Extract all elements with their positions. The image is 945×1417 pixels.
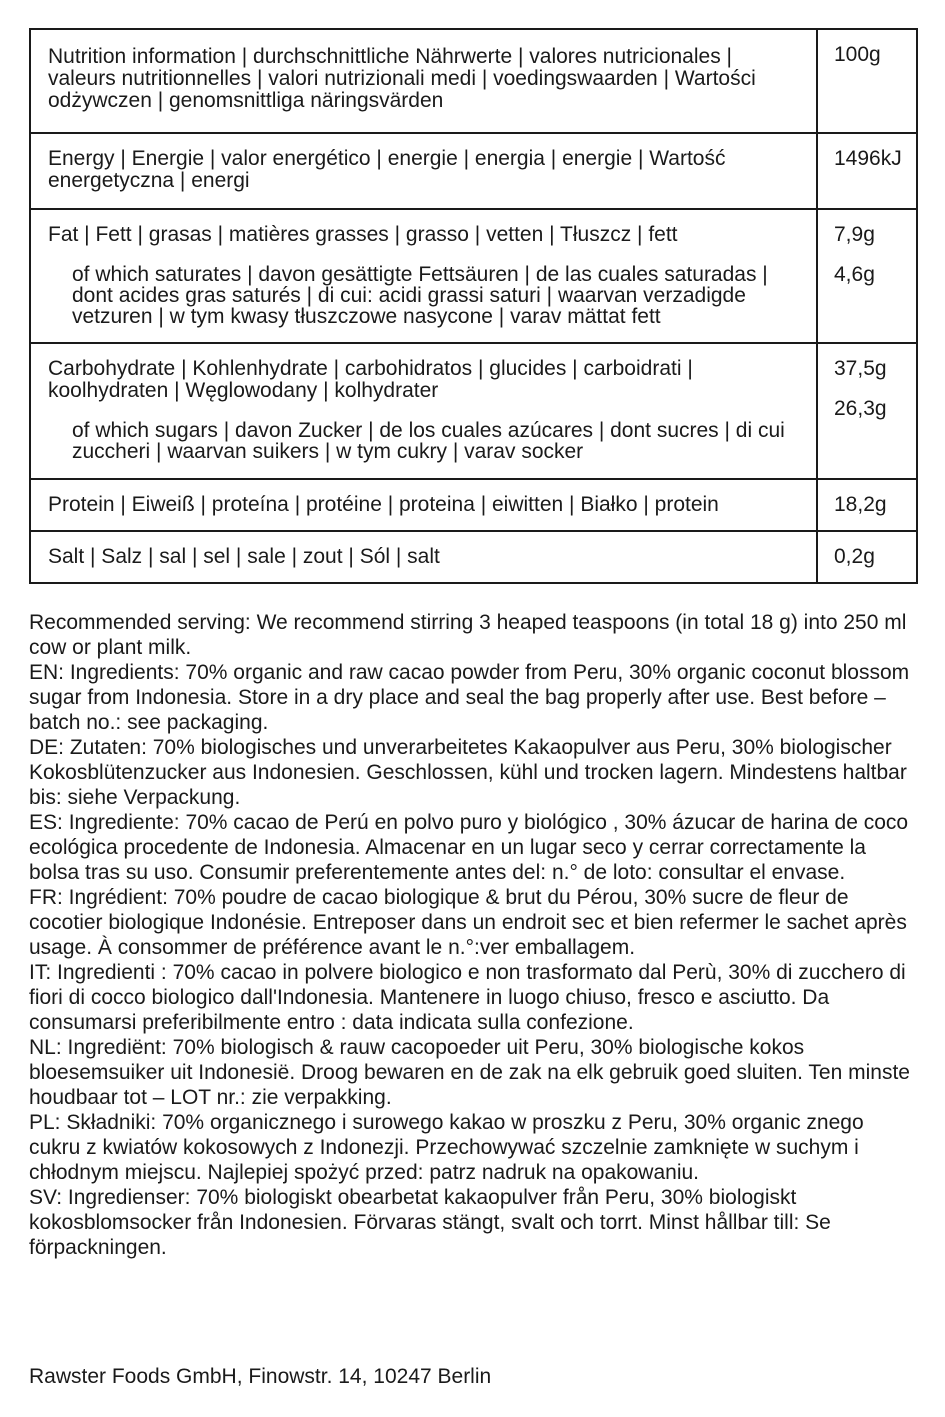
language-code: PL: [29,1111,61,1134]
ingredients-de [29,735,919,810]
language-code: ES: [29,811,63,834]
nutrition-table [29,28,918,584]
protein-label: Protein | Eiweiß | proteína | protéine | proteina | eiwitten | Białko | protein [30,479,817,531]
energy-value: 1496kJ [817,133,917,209]
ingredients-text: Ingredients: 70% organic and raw cacao powder from Peru, 30% organic coconut blossom sugar from Indonesia. Store in a dry place and seal the bag properly after use. Best before – batch no.: see packaging. [29,661,910,734]
energy-label: Energy | Energie | valor energético | energie | energia | energie | Wartość energetyczna | energi [30,133,817,209]
nutrition-header-row [30,29,917,133]
nutrition-header-label: Nutrition information | durchschnittliche Nährwerte | valores nutricionales | valeurs nutritionnelles | valori nutrizionali medi | voedingswaarden | Wartości odżywczen | genomsnittliga näringsvärden [30,29,817,133]
ingredients-text: Składniki: 70% organicznego i surowego kakao w proszku z Peru, 30% organic znego cukru z kwiatów kokosowych z Indonezji. Przechowywać szczelnie zamknięte w suchym i chłodnym miejscu. Najlepiej spożyć przed: patrz nadruk na opakowaniu. [29,1111,864,1184]
language-code: FR: [29,886,63,909]
language-code: IT: [29,961,52,984]
ingredients-text: Ingrediente: 70% cacao de Perú en polvo puro y biológico , 30% ázucar de harina de coco ecológica procedente de Indonesia. Almacenar en un lugar seco y cerrar correctamente la bolsa tras su uso. Consumir preferentemente antes del: n.° de loto: consultar el envase. [29,811,909,884]
ingredients-fr [29,885,919,960]
ingredients-text: Zutaten: 70% biologisches und unverarbeitetes Kakaopulver aus Peru, 30% biologischer Kokosblütenzucker aus Indonesien. Geschlossen, kühl und trocken lagern. Mindestens haltbar bis: siehe Verpackung. [29,736,907,809]
carbohydrate-row [30,343,917,479]
language-code: SV: [29,1186,63,1209]
saturates-value: 4,6g [834,263,875,286]
ingredients-pl [29,1110,919,1185]
ingredients-es [29,810,919,885]
sugars-label: of which sugars | davon Zucker | de los cuales azúcares | dont sucres | di cui zuccheri | waarvan suikers | w tym cukry | varav socker [72,419,785,463]
ingredients-nl [29,1035,919,1110]
ingredients-sv [29,1185,919,1260]
fat-row [30,209,917,343]
language-code: DE: [29,736,65,759]
ingredients-en [29,660,919,735]
fat-value: 7,9g [834,223,875,246]
protein-value: 18,2g [817,479,917,531]
ingredients-it [29,960,919,1035]
salt-label: Salt | Salz | sal | sel | sale | zout | Sól | salt [30,531,817,583]
ingredients-text: Ingredienti : 70% cacao in polvere biologico e non trasformato dal Perù, 30% di zucchero di fiori di cocco biologico dall'Indonesia. Mantenere in luogo chiuso, fresco e asciutto. Da consumarsi preferibilmente entro : data indicata sulla confezione. [29,961,906,1034]
language-code: NL: [29,1036,62,1059]
carbohydrate-label: Carbohydrate | Kohlenhydrate | carbohidratos | glucides | carboidrati | koolhydraten | Węglowodany | kolhydrater [48,357,693,402]
energy-row [30,133,917,209]
ingredients-section [29,610,919,1260]
language-code: EN: [29,661,65,684]
recommended-serving: Recommended serving: We recommend stirring 3 heaped teaspoons (in total 18 g) into 250 ml cow or plant milk. [29,611,907,659]
sugars-value: 26,3g [834,397,887,420]
fat-label: Fat | Fett | grasas | matières grasses | grasso | vetten | Tłuszcz | fett [48,223,678,246]
protein-row [30,479,917,531]
saturates-label: of which saturates | davon gesättigte Fettsäuren | de las cuales saturadas | dont acides gras saturés | di cui: acidi grassi saturi | waarvan verzadigde vetzuren | w tym kwasy tłuszczowe nasycone | varav mättat fett [72,263,768,328]
ingredients-text: Ingrédient: 70% poudre de cacao biologique & brut du Pérou, 30% sucre de fleur de cocotier biologique Indonésie. Entreposer dans un endroit sec et bien refermer le sachet après usage. À consommer de préférence avant le n.°:ver emballagem. [29,886,907,959]
nutrition-header-value: 100g [817,29,917,133]
ingredients-text: Ingredienser: 70% biologiskt obearbetat kakaopulver från Peru, 30% biologiskt kokosblomsocker från Indonesien. Förvaras stängt, svalt och torrt. Minst hållbar till: Se förpackningen. [29,1186,831,1259]
salt-row [30,531,917,583]
carbohydrate-value: 37,5g [834,357,887,380]
ingredients-text: Ingrediënt: 70% biologisch & rauw cacopoeder uit Peru, 30% biologische kokos bloesemsuiker uit Indonesië. Droog bewaren en de zak na elk gebruik goed sluiten. Ten minste houdbaar tot – LOT nr.: zie verpakking. [29,1036,910,1109]
company-address: Rawster Foods GmbH, Finowstr. 14, 10247 Berlin [29,1365,492,1388]
salt-value: 0,2g [817,531,917,583]
